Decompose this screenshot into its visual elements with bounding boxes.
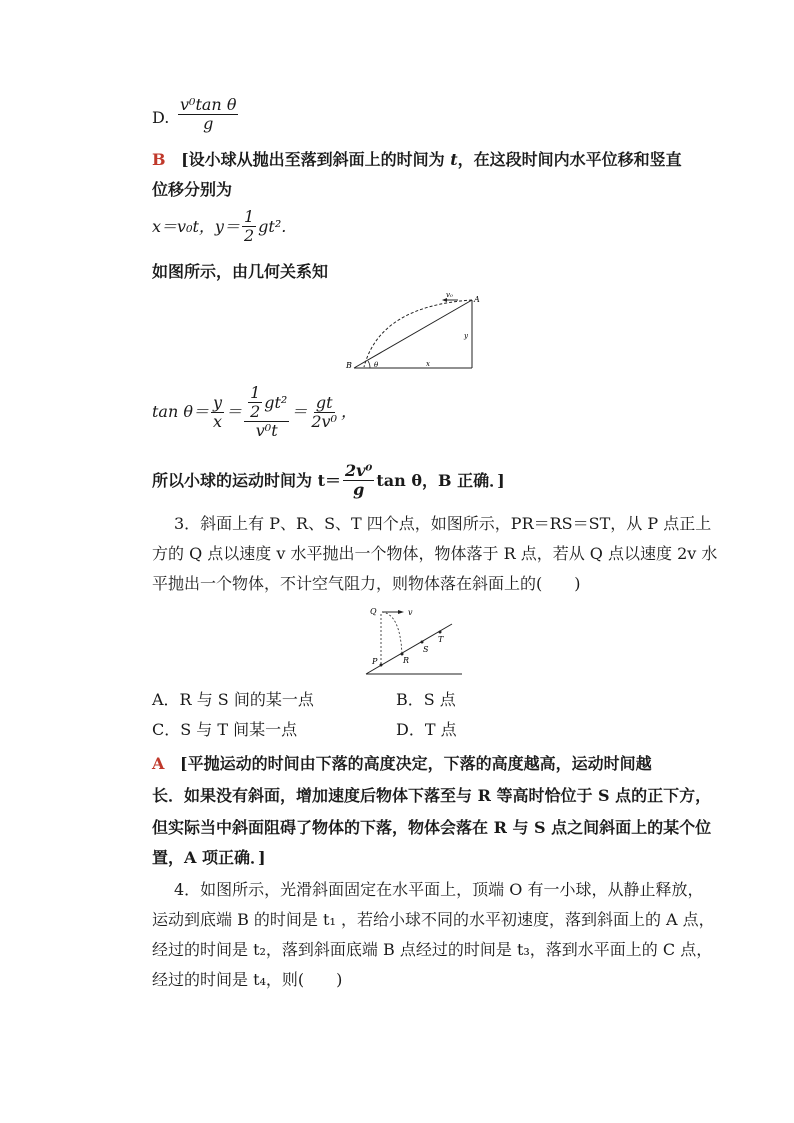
question-3-line-2: 方的 Q 点以速度 v 水平抛出一个物体，物体落于 R 点，若从 Q 点以速度 2v 水: [152, 544, 718, 563]
solution-3-line-3: 但实际当中斜面阻碍了物体的下落，物体会落在 R 与 S 点之间斜面上的某个位: [152, 818, 712, 837]
option-c[interactable]: C．S 与 T 间某一点: [152, 720, 298, 739]
answer-label: A: [152, 754, 165, 773]
question-4-line-4: 经过的时间是 t₄，则( ): [152, 970, 343, 989]
tan-lhs: tan θ＝: [152, 402, 209, 421]
trajectory-curve: [382, 612, 402, 654]
figure-intro: 如图所示，由几何关系知: [152, 262, 329, 281]
label-v0: v₀: [446, 291, 453, 299]
tan-theta-equation: [152, 384, 357, 440]
solution-3-line-4: 置，A 项正确．]: [152, 848, 266, 867]
eq-x: x＝v₀t，y＝: [152, 216, 240, 236]
label-S: S: [423, 645, 429, 654]
mid-half-den: 2: [250, 402, 261, 421]
question-4-line-3: 经过的时间是 t₂，落到斜面底端 B 点经过的时间是 t₃，落到水平面上的 C 点，: [152, 940, 713, 959]
angle-arc: [368, 361, 370, 368]
solution-text: [平抛运动的时间由下落的高度决定，下落的高度越高，运动时间越: [180, 754, 652, 773]
option-d-fraction: [176, 96, 240, 133]
conclusion-pre: 所以小球的运动时间为 t＝: [152, 470, 341, 490]
answer-label: B: [152, 150, 166, 169]
option-d-numerator: v⁰tan θ: [180, 95, 237, 114]
solution-text: ，在这段时间内水平位移和竖直: [457, 150, 682, 169]
incline-projectile-figure: [340, 288, 490, 372]
point-P: [380, 664, 383, 667]
label-A: A: [474, 295, 480, 304]
mid-half-num: 1: [250, 383, 261, 402]
tan-y: y: [213, 392, 223, 412]
solution-3-line-2: 长．如果没有斜面，增加速度后物体下落至与 R 等高时恰位于 S 点的正下方，: [152, 786, 712, 805]
half-den: 2: [243, 226, 255, 245]
equals: ＝: [226, 402, 243, 421]
tan-mid-denominator: v⁰t: [255, 421, 278, 440]
half-num: 1: [243, 207, 255, 226]
label-P: P: [372, 657, 378, 666]
label-B: B: [346, 361, 352, 370]
equals: ＝: [291, 402, 308, 421]
question-3-line-1: 3．斜面上有 P、R、S、T 四个点，如图所示，PR＝RS＝ST，从 P 点正上: [174, 514, 712, 533]
incline-line: [354, 300, 472, 368]
question-3-line-3: 平抛出一个物体，不计空气阻力，则物体落在斜面上的( ): [152, 574, 581, 593]
point-T: [439, 631, 442, 634]
solution-3-line-1: [152, 754, 652, 774]
comma: ，: [341, 402, 358, 421]
label-y: y: [464, 332, 468, 340]
incline-points-figure: [362, 600, 468, 680]
tan-right-num: gt: [315, 392, 333, 412]
variable-t: t: [450, 150, 458, 169]
solution-text: [设小球从抛出至落到斜面上的时间为: [181, 150, 445, 169]
option-b[interactable]: B．S 点: [396, 690, 456, 709]
concl-den: g: [353, 480, 365, 499]
question-4-line-2: 运动到底端 B 的时间是 t₁ ，若给小球不同的水平初速度，落到斜面上的 A 点，: [152, 910, 715, 929]
label-x: x: [426, 360, 430, 368]
label-T: T: [438, 635, 444, 644]
tan-x: x: [213, 411, 223, 431]
mid-tail: gt²: [264, 392, 288, 412]
point-S: [421, 641, 424, 644]
tan-right-den: 2v⁰: [311, 411, 337, 431]
eq-tail: gt².: [258, 216, 287, 236]
tan-mid-numerator: [244, 384, 289, 422]
solution-2-conclusion: [152, 462, 505, 499]
label-R: R: [403, 656, 410, 665]
label-v: v: [408, 608, 413, 617]
option-a[interactable]: A．R 与 S 间的某一点: [152, 690, 314, 709]
conclusion-post: tan θ，B 正确．]: [376, 470, 505, 490]
concl-num: 2v⁰: [344, 461, 373, 480]
label-theta: θ: [374, 361, 379, 369]
trajectory-curve: [364, 300, 472, 367]
displacement-equation: [152, 208, 286, 245]
solution-2-line-2: 位移分别为: [152, 180, 233, 199]
label-Q: Q: [370, 607, 377, 616]
option-d-label: D.: [152, 108, 170, 127]
option-d[interactable]: D．T 点: [396, 720, 457, 739]
option-d-denominator: g: [203, 114, 214, 133]
question-4-line-1: 4．如图所示，光滑斜面固定在水平面上，顶端 O 有一小球，从静止释放，: [174, 880, 704, 899]
arrow-head-icon: [398, 610, 404, 614]
solution-2-line-1: [152, 150, 682, 170]
